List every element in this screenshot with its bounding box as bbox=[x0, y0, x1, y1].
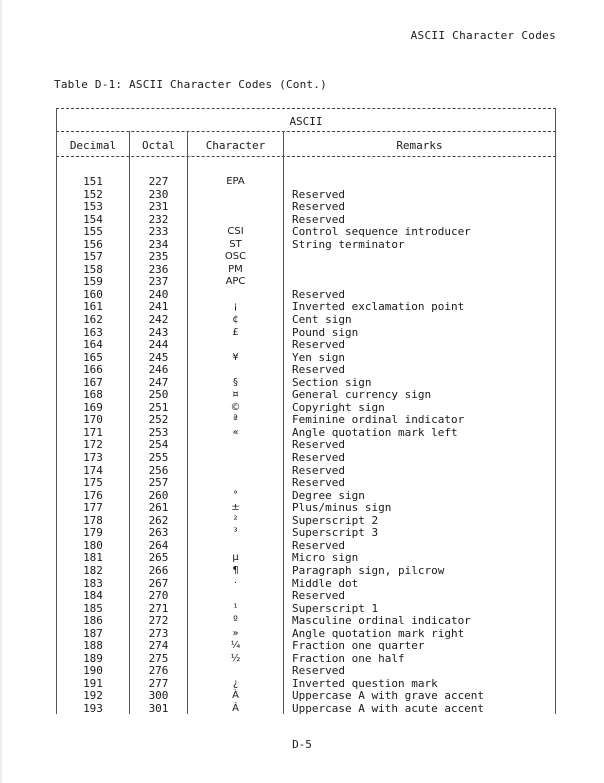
cell-decimal: 164 bbox=[83, 338, 103, 352]
cell-character: · bbox=[233, 577, 238, 589]
cell-character: ¿ bbox=[232, 677, 239, 689]
cell-decimal: 157 bbox=[83, 250, 103, 264]
cell-character: ¢ bbox=[232, 314, 239, 326]
cell-remarks: Micro sign bbox=[292, 551, 359, 565]
cell-decimal: 159 bbox=[83, 275, 103, 289]
cell-remarks: Reserved bbox=[292, 187, 345, 201]
cell-character: º bbox=[233, 615, 238, 627]
cell-decimal: 162 bbox=[83, 313, 103, 327]
cell-remarks: Masculine ordinal indicator bbox=[292, 614, 471, 628]
table-top-rule bbox=[56, 108, 556, 109]
cell-remarks: Reserved bbox=[292, 363, 345, 377]
cell-decimal: 178 bbox=[83, 513, 103, 527]
cell-octal: 274 bbox=[148, 639, 169, 653]
cell-octal: 232 bbox=[148, 212, 169, 226]
cell-remarks: Degree sign bbox=[292, 488, 365, 502]
cell-remarks: Angle quotation mark left bbox=[292, 425, 458, 439]
cell-character: CSI bbox=[227, 226, 244, 238]
cell-character: ¥ bbox=[232, 351, 239, 363]
cell-octal: 240 bbox=[148, 287, 169, 301]
cell-octal: 230 bbox=[148, 187, 169, 201]
cell-remarks: Reserved bbox=[292, 438, 345, 452]
cell-octal: 243 bbox=[148, 325, 169, 339]
cell-character: ¶ bbox=[232, 564, 239, 576]
cell-character: À bbox=[232, 690, 239, 702]
cell-octal: 242 bbox=[148, 313, 169, 327]
cell-decimal: 171 bbox=[83, 425, 103, 439]
cell-remarks: Copyright sign bbox=[292, 400, 385, 414]
cell-character: ST bbox=[229, 238, 242, 250]
table-row bbox=[57, 389, 555, 402]
cell-decimal: 181 bbox=[83, 551, 103, 565]
cell-character: ² bbox=[233, 514, 238, 526]
cell-decimal: 180 bbox=[83, 538, 103, 552]
cell-character: Á bbox=[232, 702, 239, 714]
cell-decimal: 174 bbox=[83, 463, 103, 477]
cell-character: ¹ bbox=[233, 602, 238, 614]
cell-decimal: 189 bbox=[83, 651, 103, 665]
cell-remarks: Reserved bbox=[292, 287, 345, 301]
cell-character: APC bbox=[225, 276, 246, 288]
cell-remarks: Section sign bbox=[292, 375, 372, 389]
cell-octal: 270 bbox=[148, 589, 169, 603]
cell-octal: 244 bbox=[148, 338, 169, 352]
cell-remarks: Feminine ordinal indicator bbox=[292, 413, 465, 427]
table-row bbox=[57, 502, 555, 515]
cell-remarks: Reserved bbox=[292, 664, 345, 678]
cell-decimal: 168 bbox=[83, 388, 103, 402]
cell-remarks: String terminator bbox=[292, 237, 405, 251]
cell-remarks: Reserved bbox=[292, 451, 345, 465]
table-row bbox=[57, 665, 555, 678]
cell-character: ± bbox=[231, 502, 240, 514]
cell-decimal: 175 bbox=[83, 476, 103, 490]
cell-octal: 250 bbox=[148, 388, 169, 402]
cell-octal: 256 bbox=[148, 463, 169, 477]
cell-octal: 275 bbox=[148, 651, 169, 665]
table-row bbox=[57, 527, 555, 540]
cell-decimal: 156 bbox=[83, 237, 103, 251]
cell-remarks: Superscript 2 bbox=[292, 513, 379, 527]
cell-character: § bbox=[233, 376, 238, 388]
table-row bbox=[57, 590, 555, 603]
table-row bbox=[57, 615, 555, 628]
column-header-remarks: Remarks bbox=[396, 139, 443, 152]
cell-remarks: Middle dot bbox=[292, 576, 359, 590]
cell-octal: 246 bbox=[148, 363, 169, 377]
cell-decimal: 170 bbox=[83, 413, 103, 427]
cell-remarks: Cent sign bbox=[292, 313, 352, 327]
running-header: ASCII Character Codes bbox=[410, 29, 556, 42]
table-row bbox=[57, 251, 555, 264]
cell-octal: 237 bbox=[148, 275, 169, 289]
cell-octal: 266 bbox=[148, 563, 169, 577]
cell-decimal: 184 bbox=[83, 589, 103, 603]
cell-decimal: 173 bbox=[83, 451, 103, 465]
cell-octal: 252 bbox=[148, 413, 169, 427]
cell-remarks: Reserved bbox=[292, 212, 345, 226]
cell-octal: 273 bbox=[148, 626, 169, 640]
table-row bbox=[57, 239, 555, 252]
cell-remarks: Reserved bbox=[292, 476, 345, 490]
cell-decimal: 154 bbox=[83, 212, 103, 226]
table-header-rule bbox=[56, 156, 556, 157]
cell-remarks: Paragraph sign, pilcrow bbox=[292, 563, 445, 577]
cell-octal: 276 bbox=[148, 664, 169, 678]
cell-character: « bbox=[232, 426, 239, 438]
cell-remarks: Control sequence introducer bbox=[292, 225, 471, 239]
cell-character: ª bbox=[233, 414, 238, 426]
cell-decimal: 152 bbox=[83, 187, 103, 201]
cell-remarks: Pound sign bbox=[292, 325, 359, 339]
cell-octal: 253 bbox=[148, 425, 169, 439]
cell-decimal: 191 bbox=[83, 676, 103, 690]
cell-decimal: 185 bbox=[83, 601, 103, 615]
column-header-character: Character bbox=[205, 139, 266, 152]
cell-decimal: 153 bbox=[83, 200, 103, 214]
cell-decimal: 176 bbox=[83, 488, 103, 502]
table-row bbox=[57, 452, 555, 465]
cell-remarks: Inverted exclamation point bbox=[292, 300, 465, 314]
cell-octal: 267 bbox=[148, 576, 169, 590]
cell-remarks: Superscript 1 bbox=[292, 601, 379, 615]
table-row bbox=[57, 364, 555, 377]
cell-octal: 272 bbox=[148, 614, 169, 628]
cell-character: ¡ bbox=[233, 301, 238, 313]
table-group-rule bbox=[56, 131, 556, 132]
group-heading: ASCII bbox=[289, 115, 323, 128]
cell-octal: 236 bbox=[148, 262, 169, 276]
cell-decimal: 166 bbox=[83, 363, 103, 377]
cell-character: PM bbox=[228, 263, 243, 275]
cell-decimal: 160 bbox=[83, 287, 103, 301]
cell-octal: 233 bbox=[148, 225, 169, 239]
column-header-octal: Octal bbox=[141, 139, 176, 152]
cell-decimal: 183 bbox=[83, 576, 103, 590]
cell-octal: 260 bbox=[148, 488, 169, 502]
cell-character: OSC bbox=[224, 251, 247, 263]
cell-octal: 255 bbox=[148, 451, 169, 465]
cell-octal: 234 bbox=[148, 237, 169, 251]
cell-decimal: 169 bbox=[83, 400, 103, 414]
cell-remarks: Reserved bbox=[292, 200, 345, 214]
table-row bbox=[57, 477, 555, 490]
cell-octal: 245 bbox=[148, 350, 169, 364]
table-row bbox=[57, 176, 555, 189]
cell-character: ¤ bbox=[232, 389, 239, 401]
cell-octal: 301 bbox=[148, 701, 169, 715]
cell-octal: 257 bbox=[148, 476, 169, 490]
cell-octal: 231 bbox=[148, 200, 169, 214]
cell-octal: 251 bbox=[148, 400, 169, 414]
cell-octal: 271 bbox=[148, 601, 169, 615]
cell-decimal: 163 bbox=[83, 325, 103, 339]
cell-decimal: 190 bbox=[83, 664, 103, 678]
cell-remarks: General currency sign bbox=[292, 388, 432, 402]
table-row bbox=[57, 226, 555, 239]
cell-character: ° bbox=[233, 489, 238, 501]
cell-octal: 264 bbox=[148, 538, 169, 552]
cell-character: µ bbox=[232, 552, 239, 564]
cell-decimal: 167 bbox=[83, 375, 103, 389]
cell-octal: 227 bbox=[148, 175, 169, 188]
cell-octal: 265 bbox=[148, 551, 169, 565]
cell-octal: 247 bbox=[148, 375, 169, 389]
cell-decimal: 165 bbox=[83, 350, 103, 364]
page-number: D-5 bbox=[292, 738, 312, 751]
cell-decimal: 188 bbox=[83, 639, 103, 653]
cell-decimal: 161 bbox=[83, 300, 103, 314]
table-row bbox=[57, 264, 555, 277]
cell-decimal: 182 bbox=[83, 563, 103, 577]
cell-octal: 300 bbox=[148, 689, 169, 703]
cell-decimal: 179 bbox=[83, 526, 103, 540]
cell-character: » bbox=[232, 627, 239, 639]
table-row bbox=[57, 703, 555, 716]
cell-character: © bbox=[230, 401, 241, 413]
cell-octal: 254 bbox=[148, 438, 169, 452]
table-body bbox=[57, 176, 555, 716]
table-row bbox=[57, 314, 555, 327]
cell-remarks: Reserved bbox=[292, 338, 345, 352]
cell-character: ³ bbox=[233, 527, 238, 539]
cell-remarks: Fraction one quarter bbox=[292, 639, 425, 653]
cell-remarks: Angle quotation mark right bbox=[292, 626, 465, 640]
page-edge bbox=[0, 0, 2, 783]
cell-octal: 263 bbox=[148, 526, 169, 540]
cell-character: ¼ bbox=[230, 640, 241, 652]
cell-decimal: 151 bbox=[83, 175, 103, 188]
cell-remarks: Reserved bbox=[292, 538, 345, 552]
cell-octal: 262 bbox=[148, 513, 169, 527]
cell-remarks: Yen sign bbox=[292, 350, 345, 364]
cell-decimal: 192 bbox=[83, 689, 103, 703]
table-row bbox=[57, 565, 555, 578]
table-caption: Table D-1: ASCII Character Codes (Cont.) bbox=[54, 78, 327, 91]
cell-remarks: Reserved bbox=[292, 463, 345, 477]
cell-octal: 235 bbox=[148, 250, 169, 264]
cell-decimal: 193 bbox=[83, 701, 103, 715]
table-right-border bbox=[555, 108, 556, 714]
cell-character: ½ bbox=[230, 652, 241, 664]
cell-decimal: 155 bbox=[83, 225, 103, 239]
cell-decimal: 158 bbox=[83, 262, 103, 276]
cell-character: EPA bbox=[226, 176, 245, 187]
cell-octal: 277 bbox=[148, 676, 169, 690]
cell-decimal: 172 bbox=[83, 438, 103, 452]
cell-decimal: 186 bbox=[83, 614, 103, 628]
table-row bbox=[57, 339, 555, 352]
cell-octal: 261 bbox=[148, 501, 169, 515]
cell-remarks: Fraction one half bbox=[292, 651, 405, 665]
table-row bbox=[57, 201, 555, 214]
cell-remarks: Inverted question mark bbox=[292, 676, 438, 690]
cell-remarks: Uppercase A with grave accent bbox=[292, 689, 485, 703]
cell-remarks: Superscript 3 bbox=[292, 526, 379, 540]
cell-remarks: Uppercase A with acute accent bbox=[292, 701, 485, 715]
cell-decimal: 177 bbox=[83, 501, 103, 515]
cell-remarks: Plus/minus sign bbox=[292, 501, 392, 515]
cell-character: £ bbox=[232, 326, 239, 338]
cell-remarks: Reserved bbox=[292, 589, 345, 603]
cell-octal: 241 bbox=[148, 300, 169, 314]
table-row bbox=[57, 640, 555, 653]
column-header-decimal: Decimal bbox=[69, 139, 117, 152]
cell-decimal: 187 bbox=[83, 626, 103, 640]
